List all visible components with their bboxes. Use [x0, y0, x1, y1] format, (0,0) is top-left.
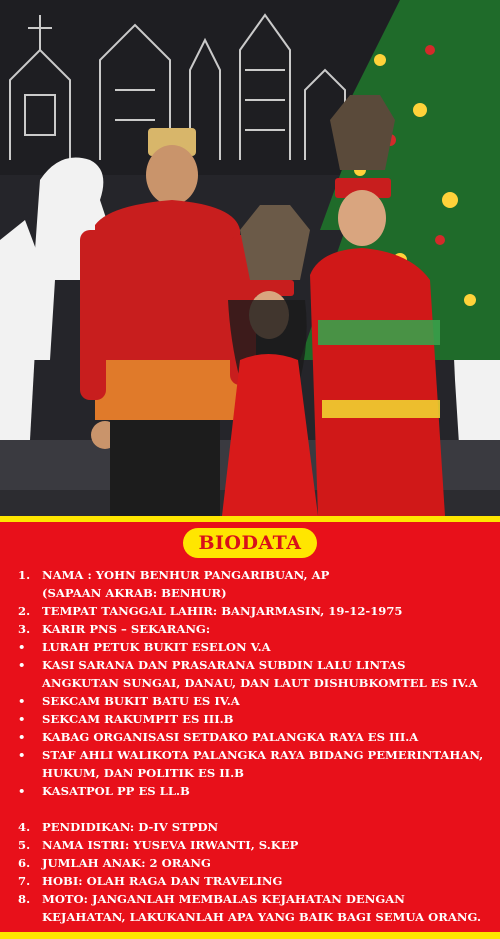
item-text: (SAPAAN AKRAB: BENHUR) [42, 586, 227, 600]
biodata-badge: BIODATA [183, 528, 317, 558]
list-item [0, 656, 500, 692]
item-text: NAMA ISTRI: YUSEVA IRWANTI, S.KEP [42, 838, 299, 852]
item-text: KASI SARANA DAN PRASARANA SUBDIN LALU LINTAS ANGKUTAN SUNGAI, DANAU, DAN LAUT DISHUBKOMTEL ES IV.A [42, 658, 478, 690]
list-item [0, 836, 500, 854]
item-marker: 5. [18, 838, 31, 852]
item-text: KARIR PNS – SEKARANG: [42, 622, 211, 636]
bottom-divider [0, 932, 500, 939]
item-text: SEKCAM BUKIT BATU ES IV.A [42, 694, 240, 708]
item-marker: 2. [18, 604, 31, 618]
item-text: PENDIDIKAN: D-IV STPDN [42, 820, 219, 834]
item-marker: 1. [18, 568, 31, 582]
biodata-list [0, 566, 500, 926]
item-text: KABAG ORGANISASI SETDAKO PALANGKA RAYA ES III.A [42, 730, 419, 744]
list-item [0, 566, 500, 584]
item-marker: 3. [18, 622, 31, 636]
item-marker: • [18, 694, 26, 708]
item-marker: • [18, 784, 26, 798]
item-text: KASATPOL PP ES LL.B [42, 784, 190, 798]
item-marker: 8. [18, 892, 31, 906]
list-item [0, 854, 500, 872]
item-text: LURAH PETUK BUKIT ESELON V.A [42, 640, 271, 654]
item-marker: • [18, 658, 26, 672]
item-text: NAMA : YOHN BENHUR PANGARIBUAN, AP [42, 568, 330, 582]
item-text: JUMLAH ANAK: 2 ORANG [42, 856, 211, 870]
list-item [0, 746, 500, 782]
list-item [0, 872, 500, 890]
item-marker: 4. [18, 820, 31, 834]
list-item [0, 782, 500, 800]
list-item [0, 728, 500, 746]
list-item [0, 620, 500, 638]
list-item [0, 710, 500, 728]
list-item [0, 818, 500, 836]
item-marker: • [18, 640, 26, 654]
item-marker: • [18, 730, 26, 744]
item-marker: • [18, 748, 26, 762]
item-marker: 7. [18, 874, 31, 888]
item-text: STAF AHLI WALIKOTA PALANGKA RAYA BIDANG PEMERINTAHAN, HUKUM, DAN POLITIK ES II.B [42, 748, 484, 780]
item-text: SEKCAM RAKUMPIT ES III.B [42, 712, 234, 726]
list-item [0, 584, 500, 602]
list-item [0, 602, 500, 620]
item-marker: • [18, 712, 26, 726]
item-text: HOBI: OLAH RAGA DAN TRAVELING [42, 874, 283, 888]
list-item [0, 890, 500, 926]
biodata-section [0, 522, 500, 939]
list-item [0, 638, 500, 656]
item-marker: 6. [18, 856, 31, 870]
item-text: MOTO: JANGANLAH MEMBALAS KEJAHATAN DENGAN KEJAHATAN, LAKUKANLAH APA YANG BAIK BAGI SEMUA ORANG. [42, 892, 482, 924]
item-text: TEMPAT TANGGAL LAHIR: BANJARMASIN, 19-12-1975 [42, 604, 403, 618]
list-item [0, 692, 500, 710]
